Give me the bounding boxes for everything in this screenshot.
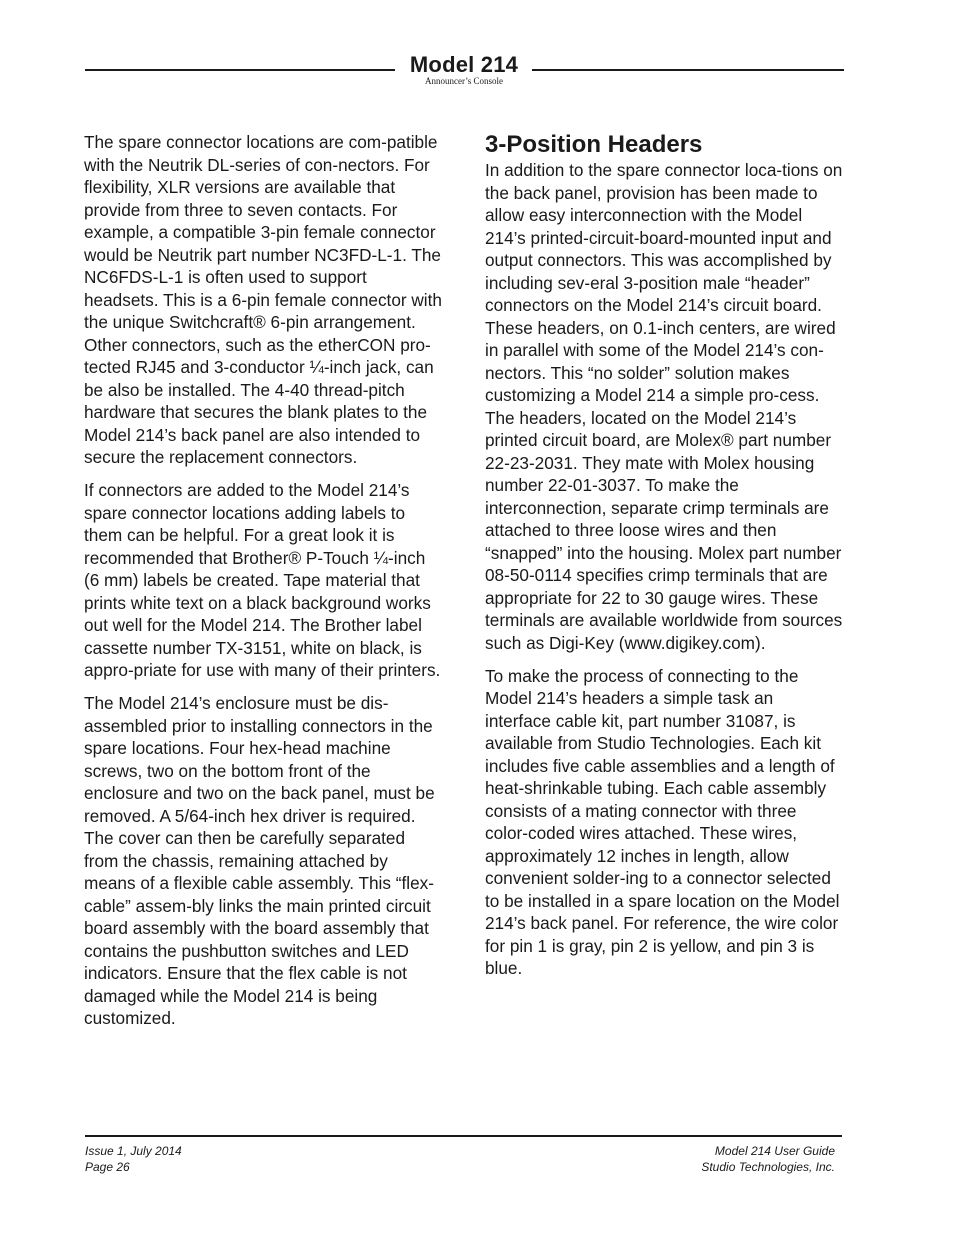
footer-left — [85, 1143, 182, 1175]
paragraph-labels: If connectors are added to the Model 214’s spare connector locations adding labels to them can be helpful. For a great look it is recommended that Brother® P-Touch ¼-inch (6 mm) labels be created. Tape material that prints white text on a black background works out well for the Model 214. The Brother label cassette number TX-3151, white on black, is appro-priate for use with many of their printers. — [84, 480, 441, 680]
header-rule-right — [532, 69, 844, 71]
header-rule-left — [85, 69, 395, 71]
footer-page-number: Page 26 — [85, 1160, 130, 1174]
right-column — [485, 132, 843, 990]
footer-right — [701, 1143, 835, 1175]
footer-company: Studio Technologies, Inc. — [701, 1160, 835, 1174]
footer-rule — [85, 1135, 842, 1137]
paragraph-spare-connectors: The spare connector locations are com-patible with the Neutrik DL-series of con-nectors. For flexibility, XLR versions are available that provide from three to seven contacts. For example, a compatible 3-pin female connector would be Neutrik part number NC3FD-L-1. The NC6FDS-L-1 is often used to support headsets. This is a 6-pin female connector with the unique Switchcraft® 6-pin arrangement. Other connectors, such as the etherCON pro-tected RJ45 and 3-conductor ¼-inch jack, can be also be installed. The 4-40 thread-pitch hardware that secures the blank plates to the Model 214’s back panel are also intended to secure the replacement connectors. — [84, 132, 442, 467]
model-214-logo — [400, 53, 528, 86]
paragraph-headers: In addition to the spare connector loca-tions on the back panel, provision has been made to allow easy interconnection with the Model 214’s printed-circuit-board-mounted input and output connectors. This was accomplished by including sev-eral 3-position male “header” connectors on the Model 214’s circuit board. These headers, on 0.1-inch centers, are wired in parallel with some of the Model 214’s con-nectors. This “no solder” solution makes customizing a Model 214 a simple pro-cess. The headers, located on the Model 214’s printed circuit board, are Molex® part number 22-23-2031. They mate with Molex housing number 22-01-3037. To make the interconnection, separate crimp terminals are attached to three loose wires and then “snapped” into the housing. Molex part number 08-50-0114 specifies crimp terminals that are appropriate for 22 to 30 gauge wires. These terminals are available worldwide from sources such as Digi-Key (www.digikey.com). — [485, 160, 843, 653]
footer-guide-title: Model 214 User Guide — [714, 1144, 835, 1158]
section-heading: 3-Position Headers — [485, 131, 703, 158]
paragraph-enclosure: The Model 214’s enclosure must be dis-assembled prior to installing connectors in the spare locations. Four hex-head machine screws, two on the bottom front of the enclosure and two on the back panel, must be removed. A 5/64-inch hex driver is required. The cover can then be carefully separated from the chassis, remaining attached by means of a flexible cable assembly. This “flex-cable” assem-bly links the main printed circuit board assembly with the board assembly that contains the pushbutton switches and LED indicators. Ensure that the flex cable is not damaged while the Model 214 is being customized. — [84, 693, 435, 1028]
footer-issue: Issue 1, July 2014 — [85, 1144, 182, 1158]
logo-title: Model 214 — [409, 52, 519, 77]
left-column — [84, 131, 442, 1040]
paragraph-cable-kit: To make the process of connecting to the Model 214’s headers a simple task an interface cable kit, part number 31087, is available from Studio Technologies. Each kit includes five cable assemblies and a length of heat-shrinkable tubing. Each cable assembly consists of a mating connector with three color-coded wires attached. These wires, approximately 12 inches in length, allow convenient solder-ing to a connector selected to be installed in a spare location on the Model 214’s back panel. For reference, the wire color for pin 1 is gray, pin 2 is yellow, and pin 3 is blue. — [485, 665, 840, 978]
logo-subtitle: Announcer’s Console — [424, 76, 504, 86]
